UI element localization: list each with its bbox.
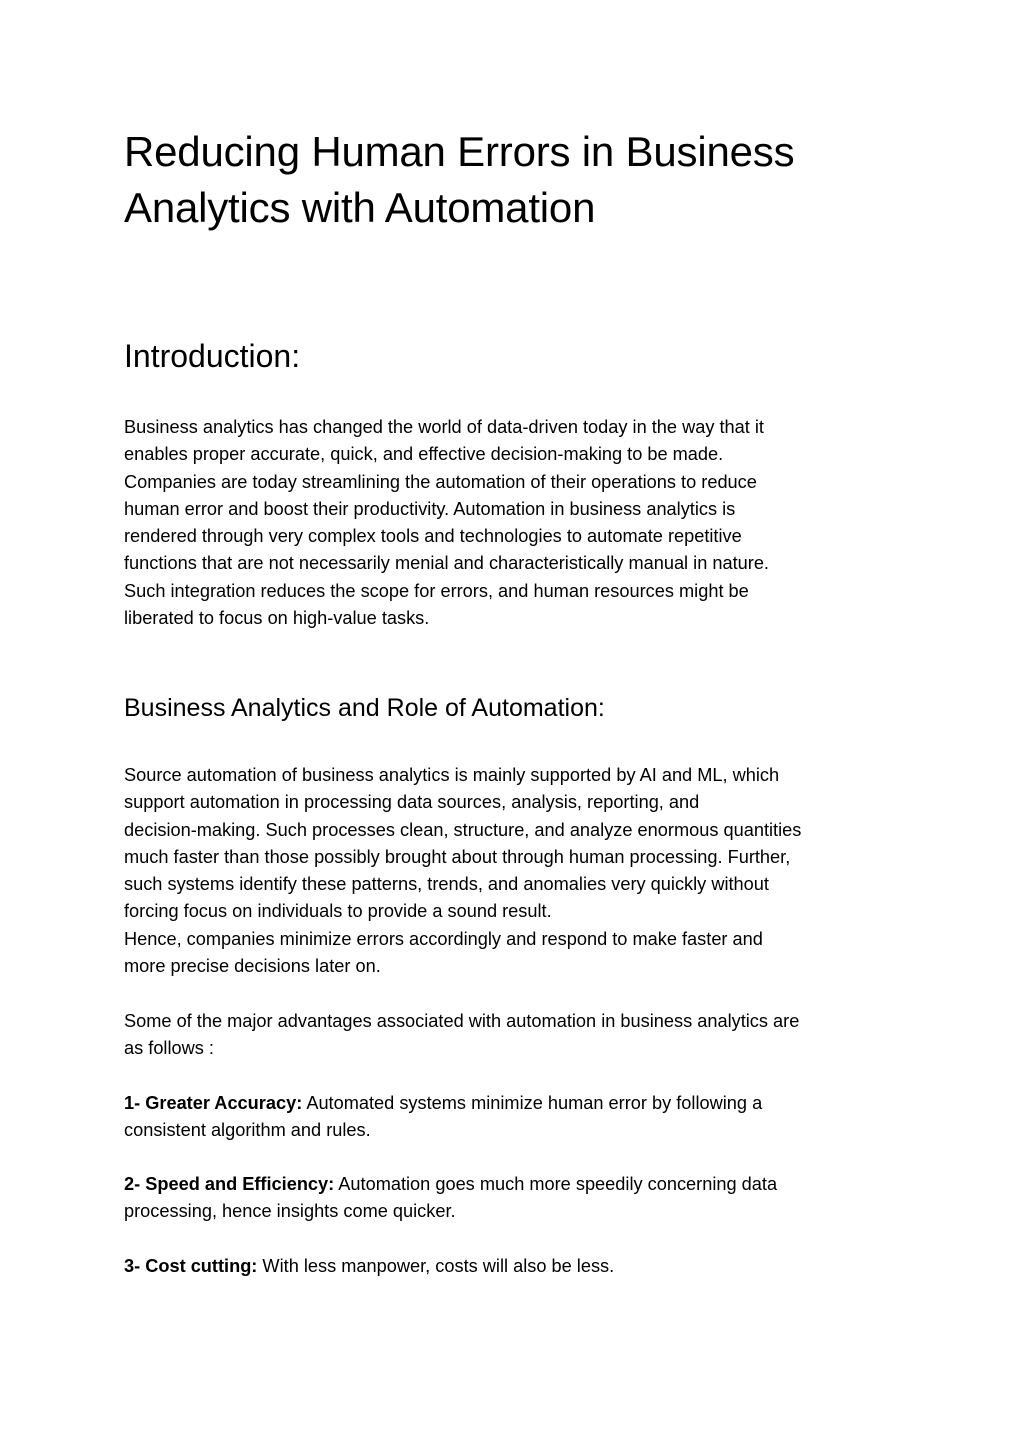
paragraph-line: such systems identify these patterns, trends, and anomalies very quickly without [124, 874, 769, 895]
advantage-text: Automation goes much more speedily concerning data [334, 1174, 778, 1194]
introduction-paragraph [124, 414, 769, 632]
paragraph-line: Companies are today streamlining the automation of their operations to reduce [124, 471, 757, 492]
paragraph-line: functions that are not necessarily menial and characteristically manual in nature. [124, 553, 769, 574]
paragraph-line: Some of the major advantages associated with automation in business analytics are [124, 1011, 800, 1031]
paragraph-line: Hence, companies minimize errors accordingly and respond to make faster and [124, 928, 763, 949]
paragraph-line: human error and boost their productivity. Automation in business analytics is [124, 498, 736, 519]
advantage-text: With less manpower, costs will also be less. [257, 1256, 615, 1276]
advantages-intro-paragraph [124, 1008, 799, 1063]
introduction-heading: Introduction: [124, 338, 301, 374]
paragraph-line: enables proper accurate, quick, and effective decision-making to be made. [124, 444, 724, 465]
advantage-label: 3- Cost cutting: [124, 1256, 258, 1276]
paragraph-line: Such integration reduces the scope for errors, and human resources might be [124, 580, 749, 601]
paragraph-line: Source automation of business analytics is mainly supported by AI and ML, which [124, 765, 780, 785]
advantage-label: 2- Speed and Efficiency: [124, 1174, 335, 1194]
advantage-item [124, 1253, 614, 1280]
paragraph-line: more precise decisions later on. [124, 956, 381, 977]
title-line: Analytics with Automation [124, 184, 596, 231]
paragraph-line: decision-making. Such processes clean, structure, and analyze enormous quantities [124, 819, 802, 840]
advantage-text: Automated systems minimize human error by following a [302, 1093, 763, 1113]
section-paragraph [124, 762, 801, 980]
advantage-label: 1- Greater Accuracy: [124, 1093, 303, 1113]
paragraph-line: support automation in processing data sources, analysis, reporting, and [124, 792, 700, 813]
paragraph-line: as follows : [124, 1038, 214, 1059]
paragraph-line: Business analytics has changed the world of data-driven today in the way that it [124, 417, 764, 437]
paragraph-line: liberated to focus on high-value tasks. [124, 608, 430, 629]
paragraph-line: forcing focus on individuals to provide a sound result. [124, 901, 552, 922]
section-heading: Business Analytics and Role of Automation: [124, 694, 605, 722]
advantage-item [124, 1171, 777, 1226]
advantage-item [124, 1090, 762, 1145]
advantage-text-continued: consistent algorithm and rules. [124, 1120, 371, 1141]
title-line: Reducing Human Errors in Business [124, 128, 795, 175]
paragraph-line: much faster than those possibly brought about through human processing. Further, [124, 846, 791, 867]
paragraph-line: rendered through very complex tools and technologies to automate repetitive [124, 526, 742, 547]
advantage-text-continued: processing, hence insights come quicker. [124, 1201, 456, 1222]
document-title [124, 124, 794, 236]
